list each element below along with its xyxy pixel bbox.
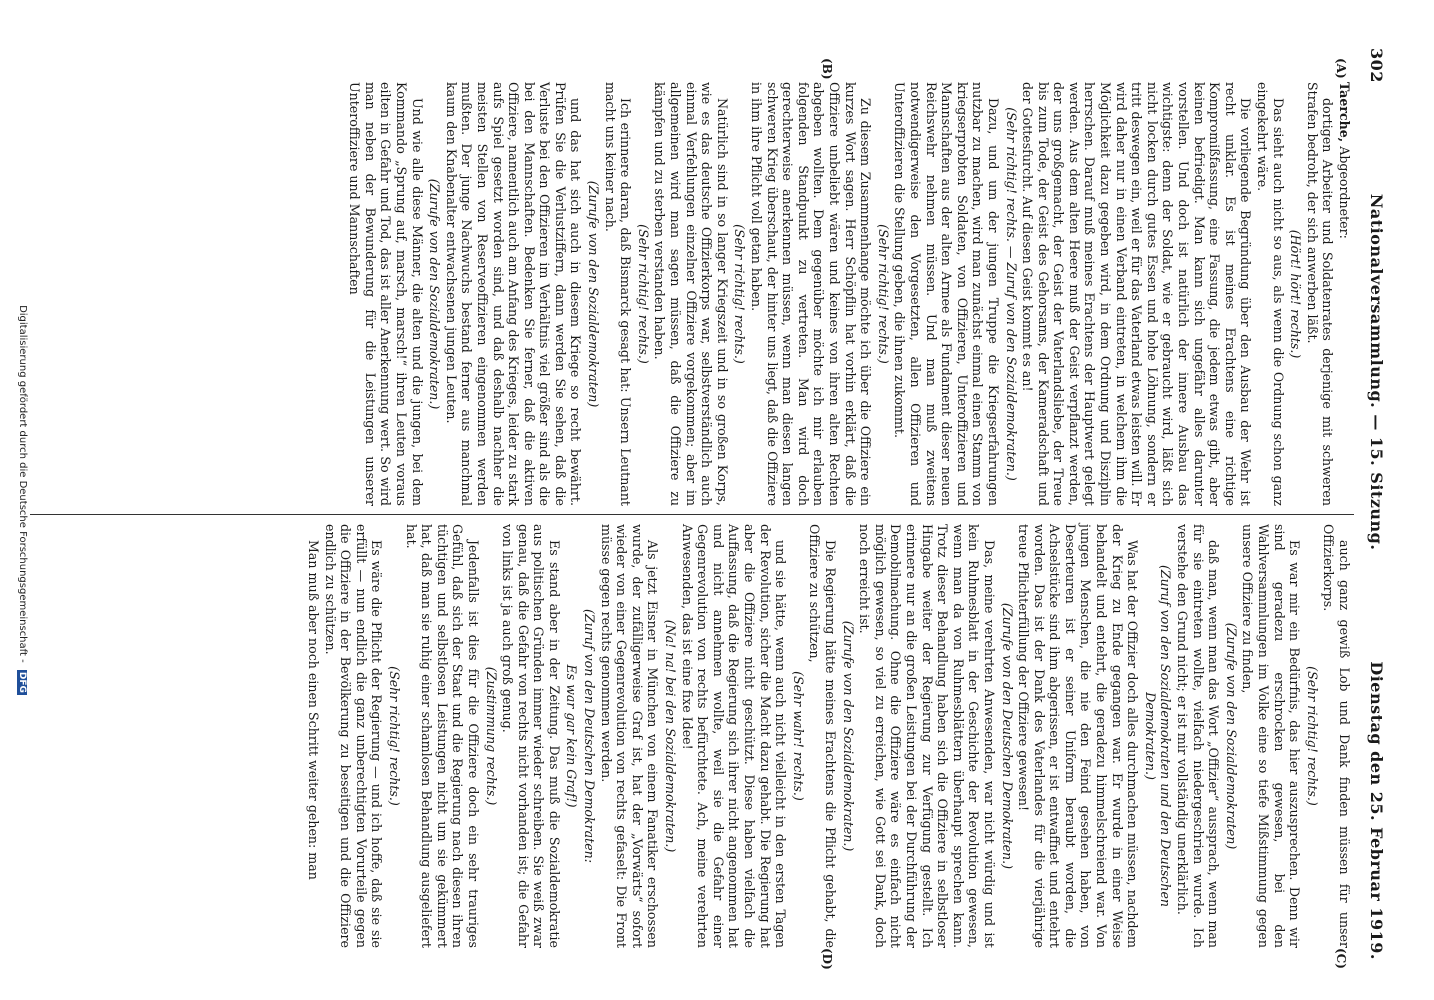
credit-text: Digitalisierung gefördert durch die Deutsche Forschungsgemeinschaft -	[17, 305, 28, 663]
paragraph: Es wäre die Pflicht der Regierung — und ich hoffe, daß sie sie erfüllt — nun endlich die ganz unberechtigten Vorurteile gegen die Offiziere in der Bevölkerung zu beseitigen und die Offiziere endlich zu schützen.	[322, 524, 385, 948]
page-number: 302	[1367, 48, 1386, 83]
paragraph: Und wie alle diese Männer, die alten und die jungen, bei dem Kommando „Sprung auf, marsch, marsch!“ ihren Leuten voraus eilten in Gefahr und Tod, das ist aller Anerkennung wert. So wird man neben der Bewunderung für die Leistungen unserer Unteroffiziere und Mannschaften	[347, 82, 425, 506]
interjection: (Sehr richtig! rechts.)	[386, 666, 402, 806]
paragraph: Was hat der Offizier doch alles durchmachen müssen, nachdem der Krieg zu Ende gegangen war. Er wurde in einer Weise behandelt und entehrt, die geradezu himmelschreiend war. Von jungen Menschen, die nie den Feind gesehen haben, von Deserteuren ist er seiner Uniform beraubt worden, die Achselstücke sind ihm abgerissen, er ist entwaffnet und entehrt worden. Das ist der Dank des Vaterlandes für die vierjährige treue Pflichterfüllung der Offiziere gewesen!	[1016, 524, 1141, 948]
right-column	[304, 524, 1352, 948]
paragraph: auch ganz gewiß Lob und Dank finden müssen für unser Offizierkorps.	[1321, 524, 1352, 948]
margin-letter-b: (B)	[820, 58, 834, 80]
paragraph: Es stand aber in der Zeitung. Das muß die Sozialdemokratie aus politischen Gründen immer wieder schreiben. Sie weiß zwar genau, daß die Gefahr von rechts nicht vorhanden ist; die Gefahr von links ist ja auch groß genug.	[500, 524, 562, 948]
interjection: (Zuruf von den Deutschen Demokraten:	[582, 608, 598, 864]
margin-letter-d: (D)	[820, 948, 834, 970]
paragraph: Ich erinnere daran, daß Bismarck gesagt hat: Unsern Leutnant macht uns keiner nach.	[602, 82, 634, 506]
session-date: Dienstag den 25. Februar 1919.	[1367, 661, 1386, 960]
speaker-line	[1336, 82, 1352, 506]
interjection: (Zurufe von den Sozialdemokraten)	[586, 180, 602, 408]
speaker-name: Taerche,	[1337, 82, 1352, 143]
paragraph: daß man, wenn man das Wort „Offizier“ aussprach, wenn man für sie eintreten wollte, vielfach niedergeschrien wurde. Ich verstehe den Grund nicht; er ist mir vollständig unerklärlich.	[1175, 524, 1222, 948]
paragraph: Dazu, und um der jungen Truppe die Kriegserfahrungen nutzbar zu machen, wird man zunächst einmal einen Stamm von kriegserprobten Soldaten, von Offizieren, Unteroffizieren und Mannschaften aus der alten Armee als Fundament dieser neuen Reichswehr nehmen müssen. Und man muß zweitens notwendigerweise den Vorgesetzten, allen Offizieren und Unteroffizieren die Stellung geben, die ihnen zukommt.	[892, 82, 1001, 506]
column-divider	[30, 514, 1354, 515]
margin-letter-a: (A)	[1334, 58, 1348, 79]
paragraph: Die vorliegende Begründung über den Ausbau der Wehr ist recht unklar. Es ist meines Erachtens eine richtige Kompromißfassung, eine Fassung, die jedem etwas gibt, aber keinen befriedigt. Man kann sich ungefähr alles darunter vorstellen. Und doch ist natürlich der innere Ausbau das wichtigste: denn der Soldat, wie er gebraucht wird, läßt sich nicht locken durch gutes Essen und hohe Löhnung, sondern er tritt deswegen ein, weil er für das Vaterland etwas leisten will. Er wird daher nur in einen Verband eintreten, in welchem ihm die Möglichkeit dazu gegeben wird, in dem Ordnung und Disziplin herrschen. Darauf muß meines Erachtens der Hauptwert gelegt werden. Aus dem alten Heere muß der Geist verpflanzt werden, der uns großgemacht, der Geist der Vaterlandsliebe, der Treue bis zum Tode, der Geist des Gehorsams, der Kameradschaft und der Gottesfurcht. Auf diesen Geist kommt es an!	[1020, 82, 1254, 506]
paragraph: Man muß aber noch einen Schritt weiter gehen: man	[306, 540, 321, 880]
dfg-logo: DFG	[17, 671, 27, 693]
interjection: (Sehr richtig! rechts.)	[732, 224, 748, 364]
interjection: (Zurufe von den Sozialdemokraten.)	[427, 178, 443, 410]
interjection: Es war gar kein Graf!)	[564, 664, 580, 808]
interjection: (Sehr wahr! rechts.)	[790, 671, 806, 801]
paragraph: Natürlich sind in so langer Kriegszeit und in so großen Korps, wie es das deutsche Offizierkorps war, selbstverständlich auch einmal Verfehlungen einzelner Offiziere vorgekommen; aber im allgemeinen wird man sagen müssen, daß die Offiziere zu kämpfen und zu sterben verstanden haben.	[652, 82, 730, 506]
paragraph: Es war mir ein Bedürfnis, das hier auszusprechen. Denn wir sind geradezu erschrocken gewesen, bei den Wahlversammlungen im Volke eine so tiefe Mißstimmung gegen unsere Offiziere zu finden,	[1240, 524, 1303, 948]
interjection: (Zurufe von den Sozialdemokraten.)	[840, 620, 856, 852]
interjection: (Sehr richtig! rechts. — Zuruf von den Sozialdemokraten.)	[1003, 107, 1019, 481]
paragraph: Zu diesem Zusammenhange möchte ich über die Offiziere ein kurzes Wort sagen. Herr Schöpflin hat vorhin erklärt, daß die Offiziere unbeliebt wären und keines von ihren alten Rechten abgeben wollten. Dem gegenüber möchte ich mir erlauben folgenden Standpunkt zu vertreten. Man wird doch gerechterweise anerkennen müssen, wenn man diesen langen schweren Krieg überschaut, der hinter uns liegt, daß die Offiziere in ihm ihre Pflicht voll getan haben.	[749, 82, 874, 506]
running-head	[1362, 48, 1386, 960]
paragraph: und sie hätte, wenn auch nicht vielleicht in den ersten Tagen der Revolution, sicher die Macht dazu gehabt. Die Regierung hat aber die Offiziere nicht geschützt. Diese haben vielfach die Auffassung, daß die Regierung sich ihrer nicht angenommen hat und nicht annehmen wollte, weil sie die Gefahr einer Gegenrevolution von rechts befürchtete. Ach, meine verehrten Anwesenden, das ist eine fixe Idee!	[679, 524, 789, 948]
paragraph: Als jetzt Eisner in München von einem Fanatiker erschossen wurde, der zufälligerweise Graf ist, hat der „Vorwärts“ sofort wieder von einer Gegenrevolution von rechts gefaselt: Die Front müsse gegen rechts genommen werden.	[598, 524, 661, 948]
paragraph: dortigen Arbeiter und Soldatenrates derjenige mit schweren Strafen bedroht, der sich anwerben läßt.	[1304, 82, 1336, 506]
left-column	[346, 82, 1352, 506]
digitization-credit	[17, 0, 28, 1000]
interjection: (Sehr richtig! rechts.)	[1304, 666, 1320, 806]
interjection: (Zustimmung rechts.)	[483, 666, 499, 806]
paragraph: und das hat sich auch in diesem Kriege so recht bewährt. Prüfen Sie die Verlustziffern, dann werden Sie sehen, daß die Verluste bei den Offizieren im Verhältnis viel größer sind als die bei den Mannschaften. Bedenken Sie ferner, daß die aktiven Offiziere, namentlich auch am Anfang des Krieges, leider zu stark aufs Spiel gesetzt worden sind, und daß deshalb nachher die meisten Stellen von Reserveoffizieren eingenommen werden mußten. Der junge Nachwuchs bestand ferner aus manchmal kaum den Knabenalter entwachsenen jungen Leuten.	[443, 82, 584, 506]
interjection: (Hört! hört! rechts.)	[1288, 229, 1304, 359]
interjection: (Sehr richtig! rechts.)	[635, 224, 651, 364]
interjection: (Na! na! bei den Sozialdemokraten.)	[663, 619, 679, 853]
session-title: Nationalversammlung. — 15. Sitzung.	[1367, 193, 1386, 551]
paragraph: Das, meine verehrten Anwesenden, war nicht würdig und ist kein Ruhmesblatt in der Geschichte der Revolution gewesen, wenn man da von Ruhmesblättern überhaupt sprechen kann. Trotz dieser Behandlung haben sich die Offiziere in selbstloser Hingabe weiter der Regierung zur Verfügung gestellt. Ich erinnere nur an die großen Leistungen bei der Durchführung der Demobilmachung. Ohne die Offiziere wäre es einfach nicht möglich gewesen, so viel zu erreichen, wie Gott sei Dank, doch noch erreicht ist.	[857, 524, 997, 948]
interjection: (Zuruf von den Sozialdemokraten und den Deutschen Demokraten.)	[1142, 564, 1174, 908]
paragraph: Die Regierung hätte meines Erachtens die Pflicht gehabt, die Offiziere zu schützen,	[807, 524, 838, 948]
speaker-role: Abgeordneter:	[1337, 146, 1352, 239]
interjection: (Zurufe von den Sozialdemokraten)	[1223, 622, 1239, 850]
interjection: (Zurufe von den Deutschen Demokraten.)	[999, 602, 1015, 870]
paragraph: Das sieht auch nicht so aus, als wenn die Ordnung schon ganz eingekehrt wäre.	[1255, 82, 1286, 506]
interjection: (Sehr richtig! rechts.)	[875, 224, 891, 364]
paragraph: Jedenfalls ist dies für die Offiziere doch ein sehr trauriges Gefühl, daß sich der Staat und die Regierung nach diesen ihren tüchtigen und selbstlosen Leistungen nicht um sie gekümmert hat, daß man sie ruhig einer schamlosen Behandlung ausgeliefert hat.	[403, 524, 481, 948]
margin-letter-c: (C)	[1334, 948, 1348, 969]
